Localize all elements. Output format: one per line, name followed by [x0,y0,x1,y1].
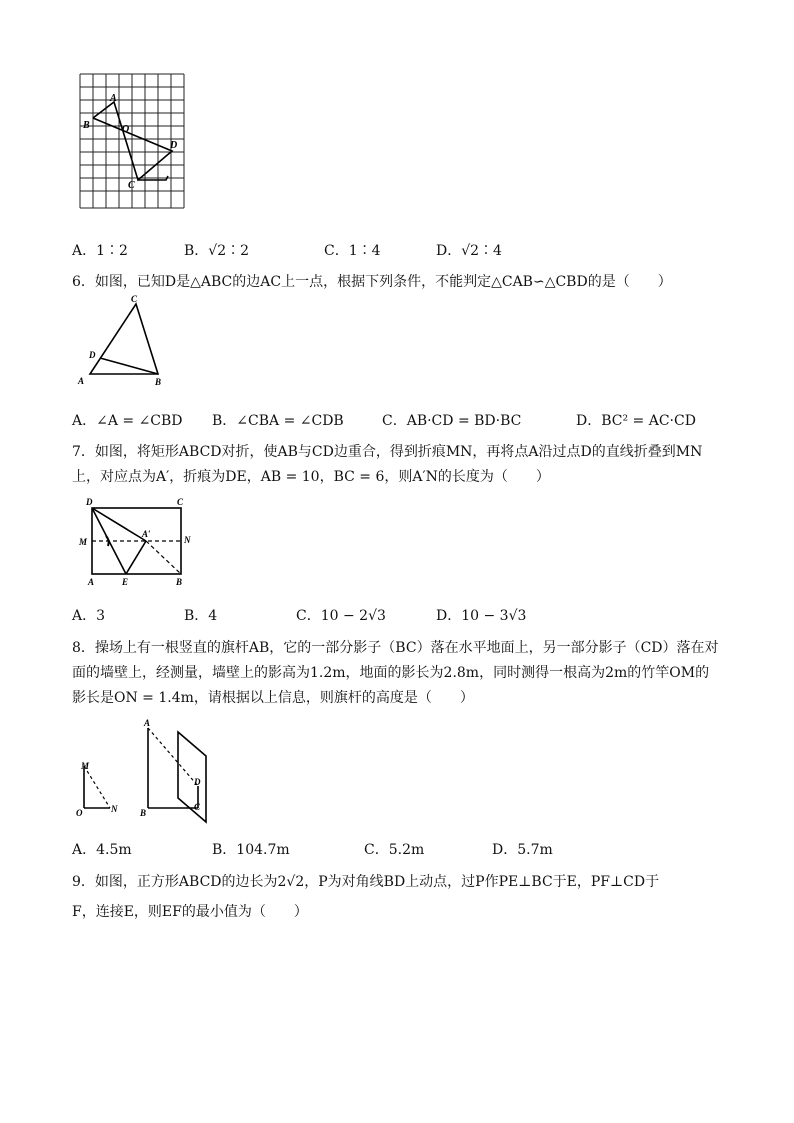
q8-label-n: N [111,804,118,814]
q8-option-d[interactable]: D．5.7m [492,842,553,858]
q8-label-c: C [194,802,201,812]
q7-label-n: N [184,535,191,545]
q6-label-c: C [131,294,138,304]
q7-label-m: M [79,537,88,547]
q8-label-o: O [76,808,83,818]
q8-stem-line2: 面的墙壁上，经测量，墙壁上的影高为1.2m，地面的影长为2.8m，同时测得一根高为2m的竹竿OM的 [72,665,710,681]
q9-stem-line2: F，连接E，则EF的最小值为（ ） [72,904,308,920]
q6-option-c[interactable]: C．AB·CD = BD·BC [382,413,522,429]
q5-option-a[interactable]: A．1∶2 [72,243,128,259]
q8-stem-line1: 8．操场上有一根竖直的旗杆AB，它的一部分影子（BC）落在水平地面上，另一部分影子（CD）落在对 [72,640,719,656]
q5-label-a: A [110,93,117,104]
q5-label-b: B [83,120,90,131]
q5-label-o: O [122,124,130,135]
q8-option-a[interactable]: A．4.5m [72,842,132,858]
q6-stem: 6．如图，已知D是△ABC的边AC上一点，根据下列条件，不能判定△CAB∽△CBD的是（ ） [72,274,672,290]
q7-option-c[interactable]: C．10 − 2√3 [296,608,386,624]
q7-label-b: B [176,577,183,587]
q6-triangle-figure [76,292,172,390]
q7-option-a[interactable]: A．3 [72,608,106,624]
q7-label-d: D [86,497,93,507]
q7-stem-line1: 7．如图，将矩形ABCD对折，使AB与CD边重合，得到折痕MN，再将点A沿过点D的直线折叠到MN [72,444,703,460]
q7-label-e: E [122,577,129,587]
q5-option-d[interactable]: D．√2∶4 [436,243,502,259]
q7-rectangle-figure [76,494,206,588]
q7-option-d[interactable]: D．10 − 3√3 [436,608,527,624]
q7-label-c: C [177,497,184,507]
q7-stem-line2: 上，对应点为A′，折痕为DE，AB = 10，BC = 6，则A′N的长度为（ ） [72,469,550,485]
q7-option-b[interactable]: B．4 [184,608,218,624]
q8-label-a: A [144,718,151,728]
q8-label-d: D [194,777,201,787]
q5-option-b[interactable]: B．√2∶2 [184,243,250,259]
q6-option-b[interactable]: B．∠CBA = ∠CDB [212,413,344,429]
q7-label-a-prime: A′ [142,529,151,539]
q8-flagpole-figure [74,716,214,824]
q9-stem-line1: 9．如图，正方形ABCD的边长为2√2，P为对角线BD上动点，过P作PE⊥BC于E，PF⊥CD于 [72,874,660,890]
q7-label-a: A [88,577,95,587]
q5-grid-figure [76,72,188,212]
q8-option-c[interactable]: C．5.2m [364,842,425,858]
q6-option-a[interactable]: A．∠A = ∠CBD [72,413,183,429]
q8-label-m: M [81,761,90,771]
q6-label-b: B [155,377,162,387]
q8-label-b: B [140,808,147,818]
q6-label-d: D [89,350,96,360]
q5-option-c[interactable]: C．1∶4 [324,243,381,259]
q6-option-d[interactable]: D．BC² = AC·CD [576,413,696,429]
q5-label-c: C [128,180,135,191]
q8-stem-line3: 影长是ON = 1.4m，请根据以上信息，则旗杆的高度是（ ） [72,690,474,706]
q5-label-d: D [170,140,178,151]
q8-option-b[interactable]: B．104.7m [212,842,290,858]
q6-label-a: A [78,376,85,386]
